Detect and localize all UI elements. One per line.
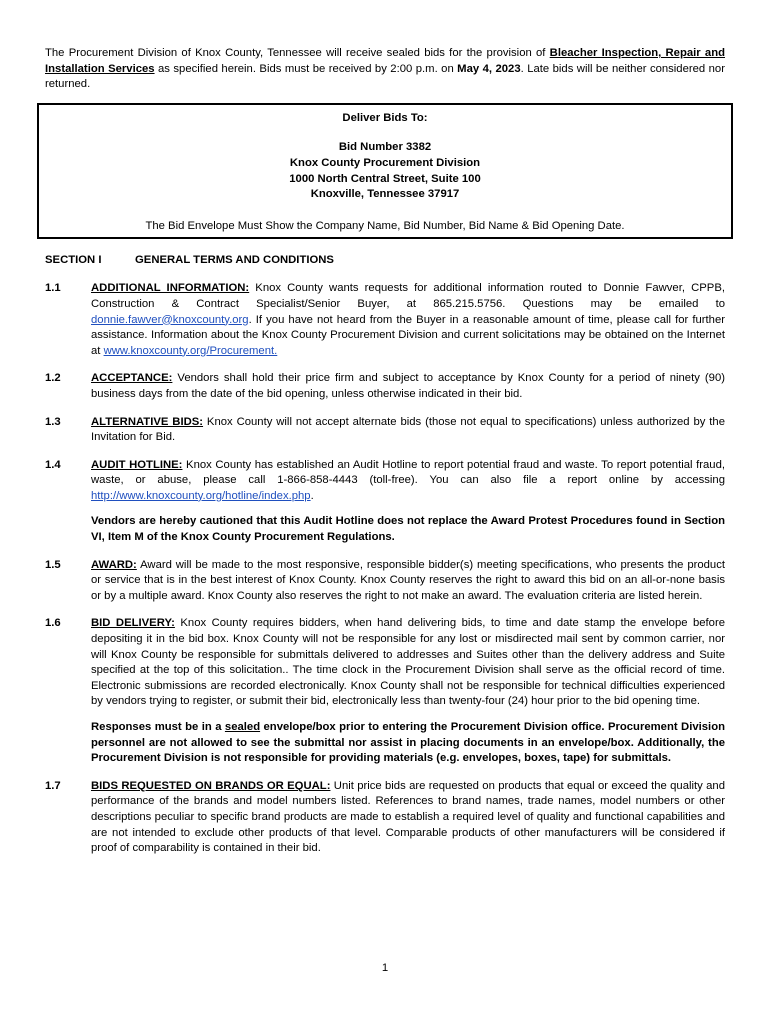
page-number: 1 [381, 962, 389, 974]
intro-text-1: The Procurement Division of Knox County, Tennessee will receive sealed bids for the provision of [45, 47, 550, 59]
item-heading: AUDIT HOTLINE: [91, 458, 183, 471]
document-page [45, 46, 725, 857]
item-heading: AWARD: [91, 558, 137, 571]
item-text: Knox County requires bidders, when hand delivering bids, to time and date stamp the envelope before depositing it in the bid box. Knox County will not be responsible for any lost or misdirected mail sent by common carrier, nor will Knox County be responsible for submittals delivered to addresses and Suites other than the delivery address and Suite specified at the top of this solicitation.. The time clock in the Procurement Division shall serve as the official record of time. Electronic submissions are recorded electronically. Knox County shall not be responsible for technical difficulties experienced by vendors trying to register, or submit their bid, electronically less than twenty-four (24) hour prior to the bid opening time. [91, 617, 726, 708]
item-number: 1.5 [45, 558, 61, 571]
item-text: . [310, 489, 314, 502]
item-1-1 [45, 281, 725, 359]
section-number: SECTION I [45, 254, 102, 267]
item-text: Award will be made to the most responsive, responsible bidder(s) meeting specifications, who presents the product or service that is in the best interest of Knox County. Knox County reserves the right to award this bid on an all-or-none basis or by a multiple award. Knox County also reserves the right to not make an award. The evaluation criteria are listed herein. [91, 558, 725, 602]
item-heading: BID DELIVERY: [91, 617, 175, 630]
division-name: Knox County Procurement Division [289, 156, 481, 169]
section-heading [45, 253, 725, 269]
item-text: Unit price bids are requested on products that equal or exceed the quality and performance of the brands and model numbers listed. References to brand names, trade names, model numbers or other descriptions peculiar to specific brand products are made to establish a required level of quality and functional capabilities and are not intended to exclude other products of that level. Comparable products of other manufacturers will be considered if proof of comparability is contained in their bid. [91, 779, 725, 855]
envelope-note: The Bid Envelope Must Show the Company Name, Bid Number, Bid Name & Bid Opening Date. [145, 219, 625, 232]
item-text: Knox County will not accept alternate bids (those not equal to specifications) unless authorized by the Invitation for Bid. [91, 415, 725, 444]
item-heading: ADDITIONAL INFORMATION: [91, 282, 250, 295]
sealed-word: sealed [224, 721, 261, 733]
item-1-6 [45, 616, 725, 766]
bid-number: Bid Number 3382 [338, 141, 432, 154]
item-1-7 [45, 779, 725, 857]
city-address: Knoxville, Tennessee 37917 [310, 188, 460, 201]
item-1-3 [45, 415, 725, 446]
deadline-date: May 4, 2023 [457, 62, 521, 75]
item-number: 1.2 [45, 372, 61, 385]
item-text: . If you have not heard from the Buyer in a reasonable amount of time, please call for further assistance. Information about the Knox County Procurement Division and current solicitations may be obtained on the Internet at [91, 313, 725, 357]
item-text: Vendors shall hold their price firm and subject to acceptance by Knox County for a period of ninety (90) business days from the date of the bid opening, unless otherwise indicated in their bid. [91, 372, 725, 400]
intro-text-3: . Late bids will be neither considered nor returned. [45, 62, 725, 91]
item-number: 1.6 [45, 617, 61, 630]
deliver-box-title: Deliver Bids To: [342, 111, 428, 124]
item-heading: BIDS REQUESTED ON BRANDS OR EQUAL: [91, 779, 331, 792]
hotline-link[interactable]: http://www.knoxcounty.org/hotline/index.php [91, 489, 311, 502]
item-text: Knox County has established an Audit Hotline to report potential fraud and waste. To report potential fraud, waste, or abuse, please call 1-866-858-4443 (toll-free). You can also file a report online by accessing [91, 458, 725, 487]
item-heading: ALTERNATIVE BIDS: [91, 415, 204, 428]
item-1-4 [45, 458, 725, 546]
item-number: 1.4 [45, 458, 61, 471]
item-number: 1.1 [45, 282, 61, 295]
item-number: 1.3 [45, 415, 61, 428]
procurement-link[interactable]: www.knoxcounty.org/Procurement. [103, 344, 278, 357]
item-text: Knox County wants requests for additional information routed to Donnie Fawver, CPPB, Construction & Contract Specialist/Senior Buyer, at 865.215.5756. Questions may be emailed to [91, 282, 725, 310]
street-address: 1000 North Central Street, Suite 100 [289, 172, 481, 185]
intro-paragraph [45, 46, 725, 93]
email-link[interactable]: donnie.fawver@knoxcounty.org [91, 313, 249, 326]
item-1-2 [45, 371, 725, 402]
section-title: GENERAL TERMS AND CONDITIONS [135, 254, 334, 267]
item-heading: ACCEPTANCE: [91, 372, 173, 385]
intro-text-2: as specified herein. Bids must be received by 2:00 p.m. on [154, 62, 458, 75]
sealed-response-notice [91, 720, 725, 767]
audit-caution: Vendors are hereby cautioned that this Audit Hotline does not replace the Award Protest Procedures found in Section VI, Item M of the Knox County Procurement Regulations. [91, 515, 725, 544]
service-name: Bleacher Inspection, Repair and Installation Services [45, 47, 725, 75]
item-1-5 [45, 558, 725, 605]
notice-text: Responses must be in a [91, 721, 225, 733]
notice-text: envelope/box prior to entering the Procurement Division office. Procurement Division personnel are not allowed to see the submittal nor assist in placing documents in an envelope/box. Additionally, the Procurement Division is not responsible for providing materials (e.g. envelopes, boxes, tape) for submittals. [91, 721, 725, 765]
item-number: 1.7 [45, 779, 61, 792]
deliver-bids-box [37, 103, 733, 240]
